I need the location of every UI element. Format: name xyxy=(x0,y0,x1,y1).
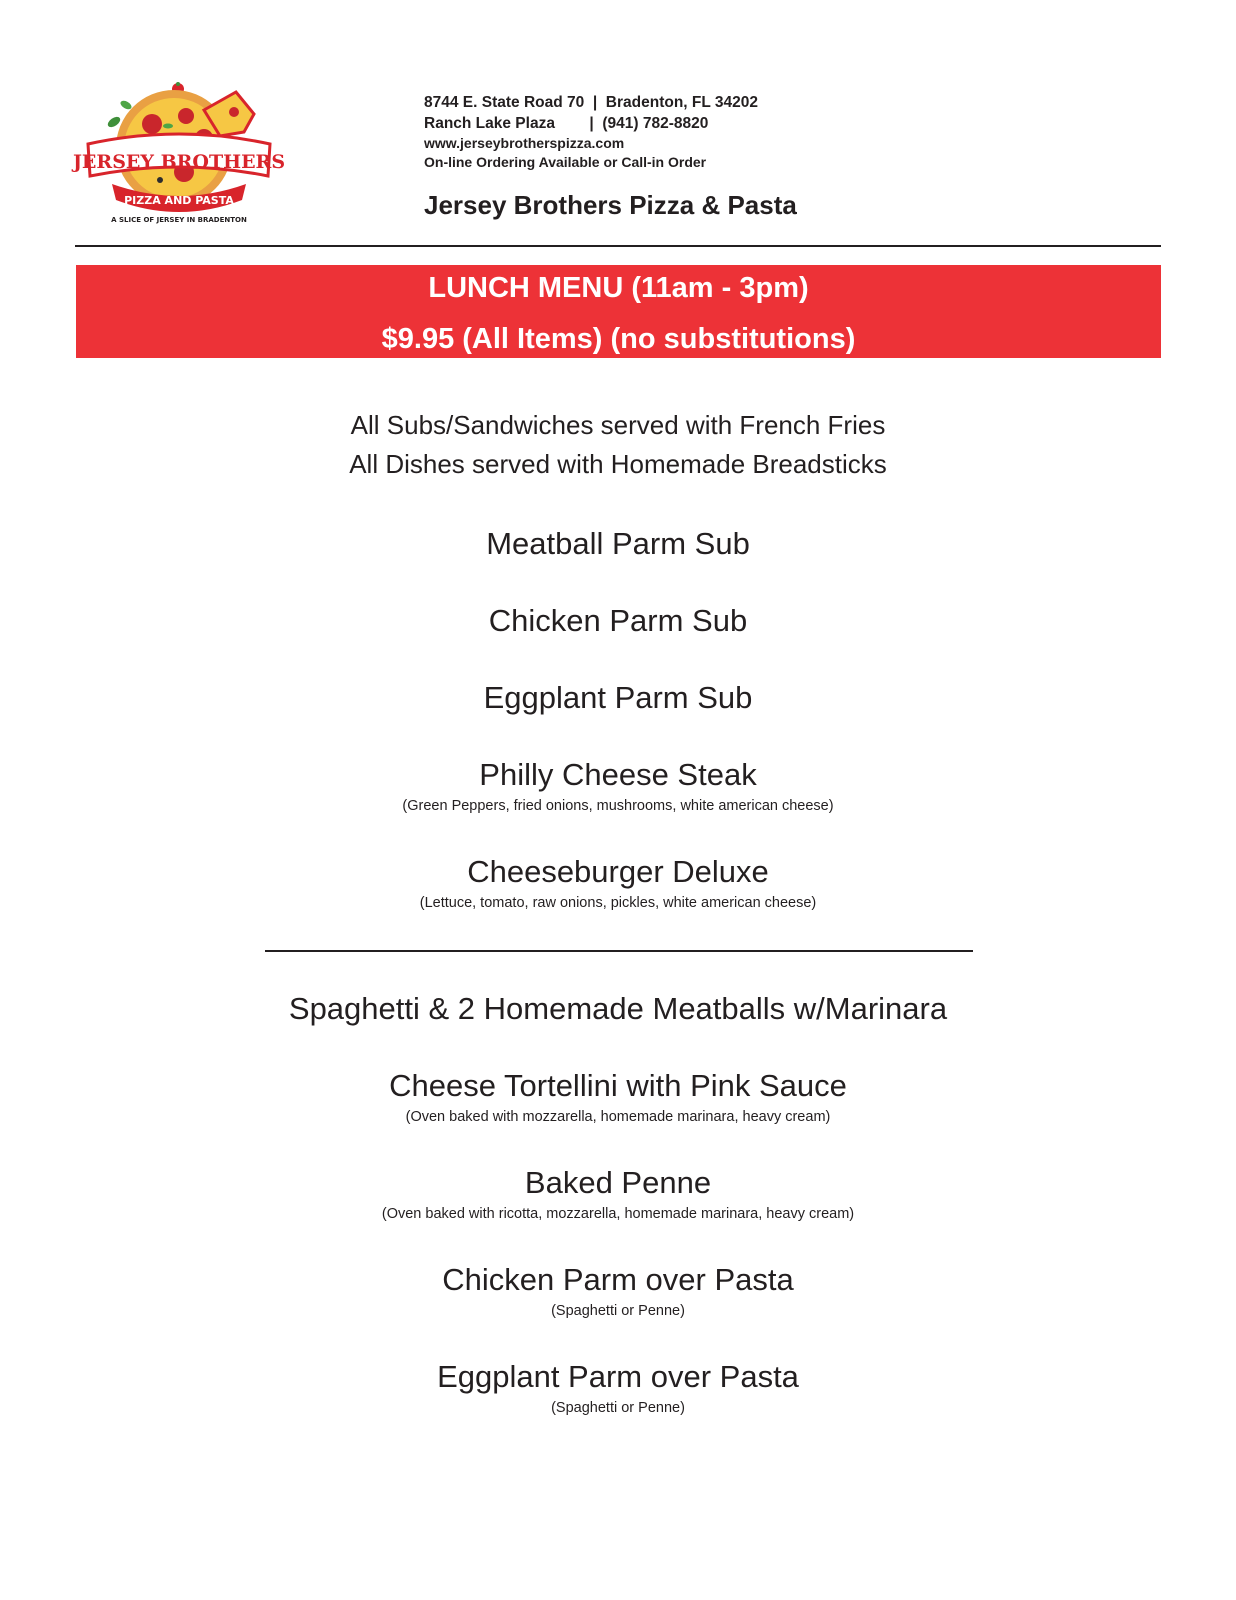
address-line: 8744 E. State Road 70 | Bradenton, FL 34202 xyxy=(424,94,758,111)
menu-item-description: (Green Peppers, fried onions, mushrooms, white american cheese) xyxy=(402,798,834,814)
menu-item-description: (Oven baked with ricotta, mozzarella, homemade marinara, heavy cream) xyxy=(381,1206,855,1222)
note-line: All Subs/Sandwiches served with French Fries xyxy=(350,410,886,440)
header-divider xyxy=(75,245,1161,247)
ordering-note: On-line Ordering Available or Call-in Order xyxy=(424,154,707,170)
basil-leaf-icon xyxy=(119,99,133,111)
contact-info xyxy=(424,92,758,172)
logo-tagline-text: PIZZA AND PASTA xyxy=(124,194,234,207)
banner-price: $9.95 (All Items) (no substitutions) xyxy=(381,323,856,355)
menu-item-description: (Spaghetti or Penne) xyxy=(551,1400,685,1416)
menu-item-name: Cheeseburger Deluxe xyxy=(467,854,769,889)
menu-item-description: (Lettuce, tomato, raw onions, pickles, white american cheese) xyxy=(419,895,817,911)
lunch-menu-banner xyxy=(76,265,1161,358)
menu-item-name: Chicken Parm Sub xyxy=(488,603,748,638)
menu-item-name: Eggplant Parm Sub xyxy=(483,680,753,715)
menu-item-name: Spaghetti & 2 Homemade Meatballs w/Marinara xyxy=(288,991,948,1026)
menu-item-description: (Spaghetti or Penne) xyxy=(551,1303,685,1319)
menu-item-name: Eggplant Parm over Pasta xyxy=(437,1359,799,1394)
menu-item-name: Philly Cheese Steak xyxy=(479,757,757,792)
basil-leaf-icon xyxy=(106,115,122,130)
menu-item-name: Baked Penne xyxy=(524,1165,712,1200)
menu-item-name: Cheese Tortellini with Pink Sauce xyxy=(389,1068,847,1103)
menu-item-description: (Oven baked with mozzarella, homemade marinara, heavy cream) xyxy=(405,1109,831,1125)
menu-item-name: Chicken Parm over Pasta xyxy=(442,1262,794,1297)
plaza-phone-line: Ranch Lake Plaza | (941) 782-8820 xyxy=(424,115,709,132)
banner-title: LUNCH MENU (11am - 3pm) xyxy=(428,272,809,304)
restaurant-name: Jersey Brothers Pizza & Pasta xyxy=(424,190,797,220)
website-link[interactable]: www.jerseybrotherspizza.com xyxy=(424,135,625,151)
logo-slogan-text: A SLICE OF JERSEY IN BRADENTON xyxy=(111,216,247,224)
menu-item-name: Meatball Parm Sub xyxy=(486,526,750,561)
section-divider xyxy=(265,950,973,952)
jersey-brothers-logo xyxy=(72,80,286,230)
note-line: All Dishes served with Homemade Breadsticks xyxy=(349,449,887,479)
logo-name-text: JERSEY BROTHERS xyxy=(72,151,286,173)
